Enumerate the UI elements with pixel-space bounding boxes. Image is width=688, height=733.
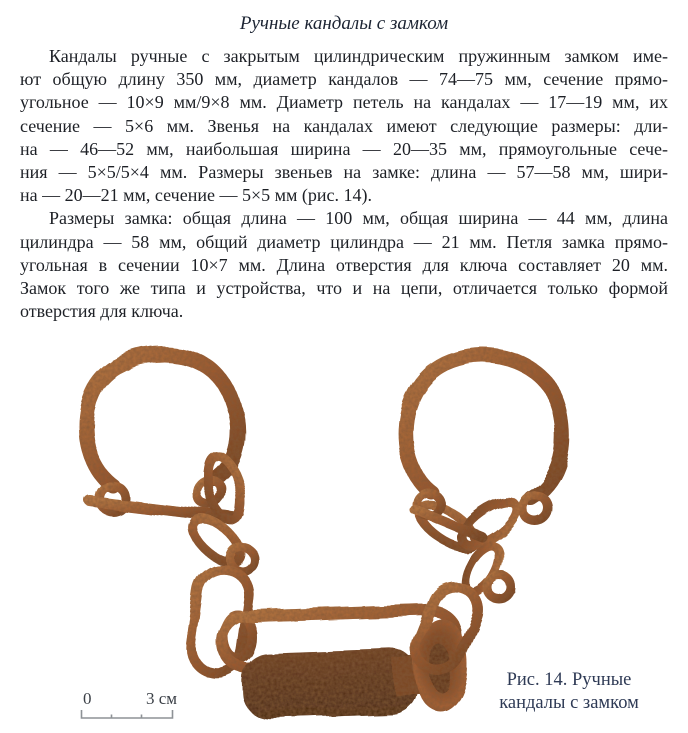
caption-line: Рис. 14. Ручные [506,670,632,690]
text-line: цилиндра — 58 мм, общий диаметр цилиндра — 21 мм. Петля замка прямо- [20,231,668,252]
page-title: Ручные кандалы с замком [239,13,449,34]
paragraph-2 [20,207,668,323]
text-line: сечение — 5×6 мм. Звенья на кандалах имеют следующие размеры: дли- [20,115,668,136]
paragraph-1 [20,45,668,207]
scale-bar [80,689,196,721]
text-line: Кандалы ручные с закрытым цилиндрическим пружинным замком име- [49,46,668,66]
text-line: Замок того же типа и устройства, что и на цепи, отличается только формой [20,277,668,298]
text-line: на — 20—21 мм, сечение — 5×5 мм (рис. 14). [20,185,372,206]
text-line: угольное — 10×9 мм/9×8 мм. Диаметр петель на кандалах — 17—19 мм, их [20,92,668,113]
scale-start-label: 0 [83,689,92,708]
scale-bar-line [80,709,174,720]
text-line: ния — 5×5/5×4 мм. Размеры звеньев на замке: длина — 57—58 мм, шири- [20,161,668,182]
text-line: на — 46—52 мм, наибольшая ширина — 20—35 мм, прямоугольные сече- [20,138,668,159]
text-line: Размеры замка: общая длина — 100 мм, общая ширина — 44 мм, длина [49,208,668,229]
text-line: ют общую длину 350 мм, диаметр кандалов — 74—75 мм, сечение прямо- [20,69,668,90]
text-line: угольная в сечении 10×7 мм. Длина отверстия для ключа составляет 20 мм. [20,254,668,275]
caption-line: кандалы с замком [499,692,639,713]
scale-end-label: 3 см [146,689,178,708]
text-line: отверстия для ключа. [20,301,184,322]
figure-caption [469,669,669,714]
